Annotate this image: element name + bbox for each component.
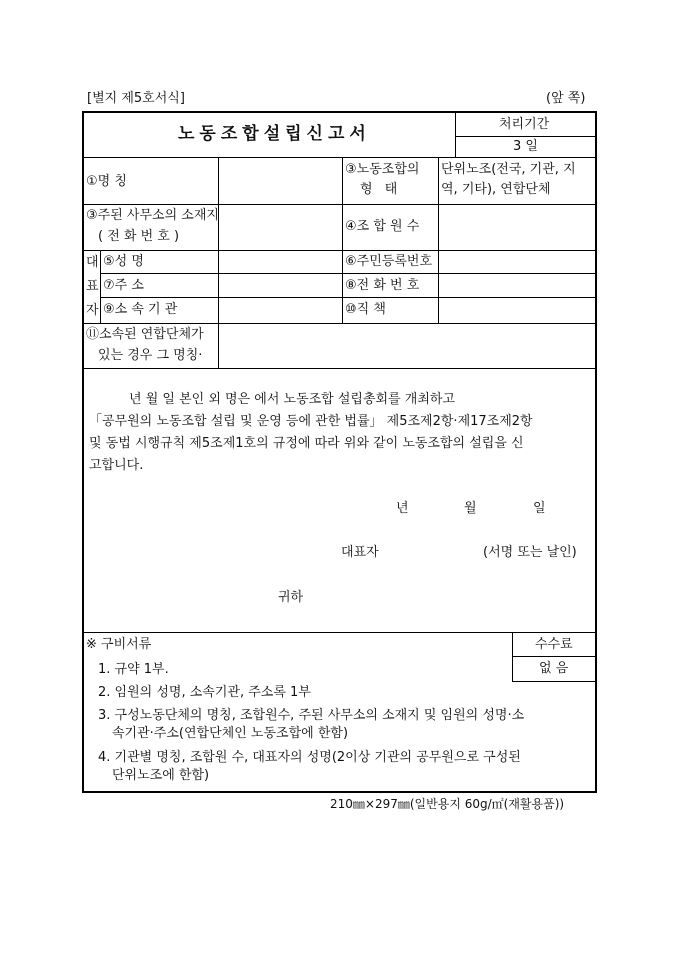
document-item: 2. 임원의 성명, 소속기관, 주소록 1부 bbox=[98, 685, 311, 700]
col-divider bbox=[100, 250, 101, 323]
row-divider bbox=[82, 250, 597, 251]
document-item: 4. 기관별 명칭, 조합원 수, 대표자의 성명(2이상 기관의 공무원으로 구성된 bbox=[98, 750, 521, 765]
col-divider bbox=[438, 157, 439, 323]
documents-title: ※ 구비서류 bbox=[86, 637, 152, 652]
rep-name-label: ⑤성 명 bbox=[103, 254, 144, 269]
processing-divider bbox=[455, 136, 597, 137]
fee-label: 수수료 bbox=[535, 637, 573, 652]
office-field[interactable] bbox=[220, 206, 340, 248]
statement-line: 고합니다. bbox=[89, 458, 144, 473]
name-label: ①명 칭 bbox=[86, 174, 127, 189]
fee-divider bbox=[512, 656, 597, 657]
processing-label: 처리기간 bbox=[499, 117, 550, 132]
rep-agency-field[interactable] bbox=[220, 299, 340, 322]
statement-line: 「공무원의 노동조합 설립 및 운영 등에 관한 법률」 제5조제2항·제17조제2항 bbox=[89, 414, 533, 429]
rep-id-label: ⑥주민등록번호 bbox=[345, 254, 433, 269]
date-day: 일 bbox=[533, 501, 546, 516]
fee-divider bbox=[512, 681, 597, 682]
col-divider bbox=[218, 157, 219, 368]
processing-value: 3 일 bbox=[513, 139, 538, 154]
office-label: ③주된 사무소의 소재지 bbox=[86, 208, 219, 223]
document-item: 단위노조에 한함) bbox=[112, 768, 210, 783]
rep-name-field[interactable] bbox=[220, 252, 340, 272]
phone-label: ( 전 화 번 호 ) bbox=[98, 229, 180, 244]
document-item: 속기관·주소(연합단체인 노동조합에 한함) bbox=[112, 726, 349, 741]
rep-position-field[interactable] bbox=[440, 299, 596, 322]
row-divider bbox=[82, 157, 597, 158]
row-divider bbox=[82, 632, 597, 633]
date-month: 월 bbox=[464, 501, 477, 516]
rep-address-field[interactable] bbox=[220, 275, 340, 296]
federation-label: ⑪소속된 연합단체가 bbox=[86, 327, 204, 342]
union-type-label: ③노동조합의 bbox=[345, 162, 420, 177]
rep-id-field[interactable] bbox=[440, 252, 596, 272]
statement-line: 및 동법 시행규칙 제5조제1호의 규정에 따라 위와 같이 노동조합의 설립을 신 bbox=[89, 436, 524, 451]
form-title: 노동조합설립신고서 bbox=[178, 124, 371, 144]
members-field[interactable] bbox=[440, 206, 596, 248]
row-divider bbox=[82, 204, 597, 205]
rep-agency-label: ⑨소 속 기 관 bbox=[103, 302, 178, 317]
representative-char: 대 bbox=[86, 255, 99, 270]
union-type-option[interactable]: 단위노조(전국, 기관, 지 bbox=[441, 162, 576, 177]
row-divider bbox=[82, 368, 597, 369]
representative-char: 표 bbox=[86, 279, 99, 294]
form-number: [별지 제5호서식] bbox=[87, 91, 185, 106]
recipient: 귀하 bbox=[278, 590, 304, 605]
rep-position-label: ⑩직 책 bbox=[345, 302, 386, 317]
col-divider bbox=[455, 111, 456, 157]
name-field[interactable] bbox=[220, 159, 340, 203]
representative-char: 자 bbox=[86, 303, 99, 318]
col-divider bbox=[512, 632, 513, 681]
signature-field[interactable] bbox=[400, 540, 480, 564]
document-item: 1. 규약 1부. bbox=[98, 662, 169, 677]
signature-label: 대표자 bbox=[341, 545, 379, 560]
members-label: ④조 합 원 수 bbox=[345, 219, 420, 234]
union-type-label-2: 형 태 bbox=[360, 182, 402, 197]
row-divider bbox=[100, 273, 597, 274]
rep-phone-label: ⑧전 화 번 호 bbox=[345, 278, 420, 293]
date-year: 년 bbox=[396, 501, 409, 516]
fee-value: 없 음 bbox=[539, 661, 569, 676]
signature-note: (서명 또는 날인) bbox=[483, 545, 577, 560]
document-item: 3. 구성노동단체의 명칭, 조합원수, 주된 사무소의 소재지 및 임원의 성명·소 bbox=[98, 708, 525, 723]
paper-spec: 210㎜×297㎜(일반용지 60g/㎡(재활용품)) bbox=[330, 797, 565, 811]
page-side: (앞 쪽) bbox=[546, 91, 586, 106]
row-divider bbox=[82, 323, 597, 324]
rep-address-label: ⑦주 소 bbox=[103, 278, 144, 293]
row-divider bbox=[100, 297, 597, 298]
col-divider bbox=[342, 157, 343, 323]
union-type-option-2[interactable]: 역, 기타), 연합단체 bbox=[441, 182, 551, 197]
federation-label-2: 있는 경우 그 명칭· bbox=[98, 348, 203, 363]
rep-phone-field[interactable] bbox=[440, 275, 596, 296]
federation-field[interactable] bbox=[220, 325, 596, 367]
statement-line: 년 월 일 본인 외 명은 에서 노동조합 설립총회를 개최하고 bbox=[129, 392, 456, 407]
